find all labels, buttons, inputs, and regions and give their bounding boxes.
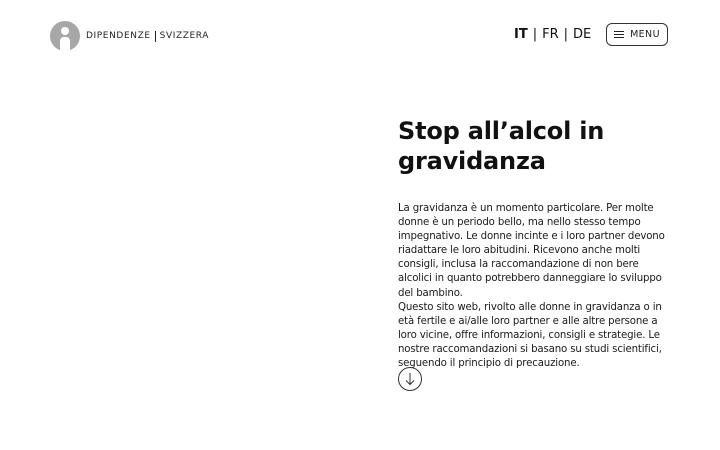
logo-text-part1: DIPENDENZE xyxy=(86,31,151,41)
intro-paragraph: La gravidanza è un momento particolare. Per molte donne è un periodo bello, ma nello stesso tempo impegnativo. Le donne incinte e i loro partner devono riadattare le loro abitudini. Ricevono anche molti consigli, inclusa la raccomandazione di non bere alcolici in quanto potrebbero danneggiare lo sviluppo del bambino. xyxy=(398,203,665,299)
lang-fr[interactable]: FR xyxy=(542,27,559,42)
logo-wordmark xyxy=(86,31,209,42)
intro-paragraph-2: Questo sito web, rivolto alle donne in gravidanza o in età fertile e ai/alle loro partner e alle altre persone a loro vicine, offre informazioni, consigli e strategie. Le nostre raccomandazioni si basano su studi scientifici, seguendo il principio di precauzione. xyxy=(398,301,662,370)
lang-it[interactable]: IT xyxy=(514,27,528,42)
lang-separator: | xyxy=(563,27,569,42)
logo-divider xyxy=(155,31,156,42)
page-title: Stop all’alcol in gravidanza xyxy=(398,117,605,175)
arrow-down-icon xyxy=(404,372,416,386)
language-switcher xyxy=(514,27,591,42)
site-logo[interactable] xyxy=(50,21,209,51)
scroll-down-button[interactable] xyxy=(398,367,422,391)
menu-button[interactable] xyxy=(606,23,668,46)
lang-separator: | xyxy=(532,27,538,42)
lang-de[interactable]: DE xyxy=(573,27,592,42)
main-content xyxy=(398,116,673,371)
menu-label: MENU xyxy=(630,29,660,40)
hamburger-icon xyxy=(614,31,624,39)
logo-text-part2: SVIZZERA xyxy=(159,31,210,41)
person-in-circle-icon xyxy=(50,21,80,51)
